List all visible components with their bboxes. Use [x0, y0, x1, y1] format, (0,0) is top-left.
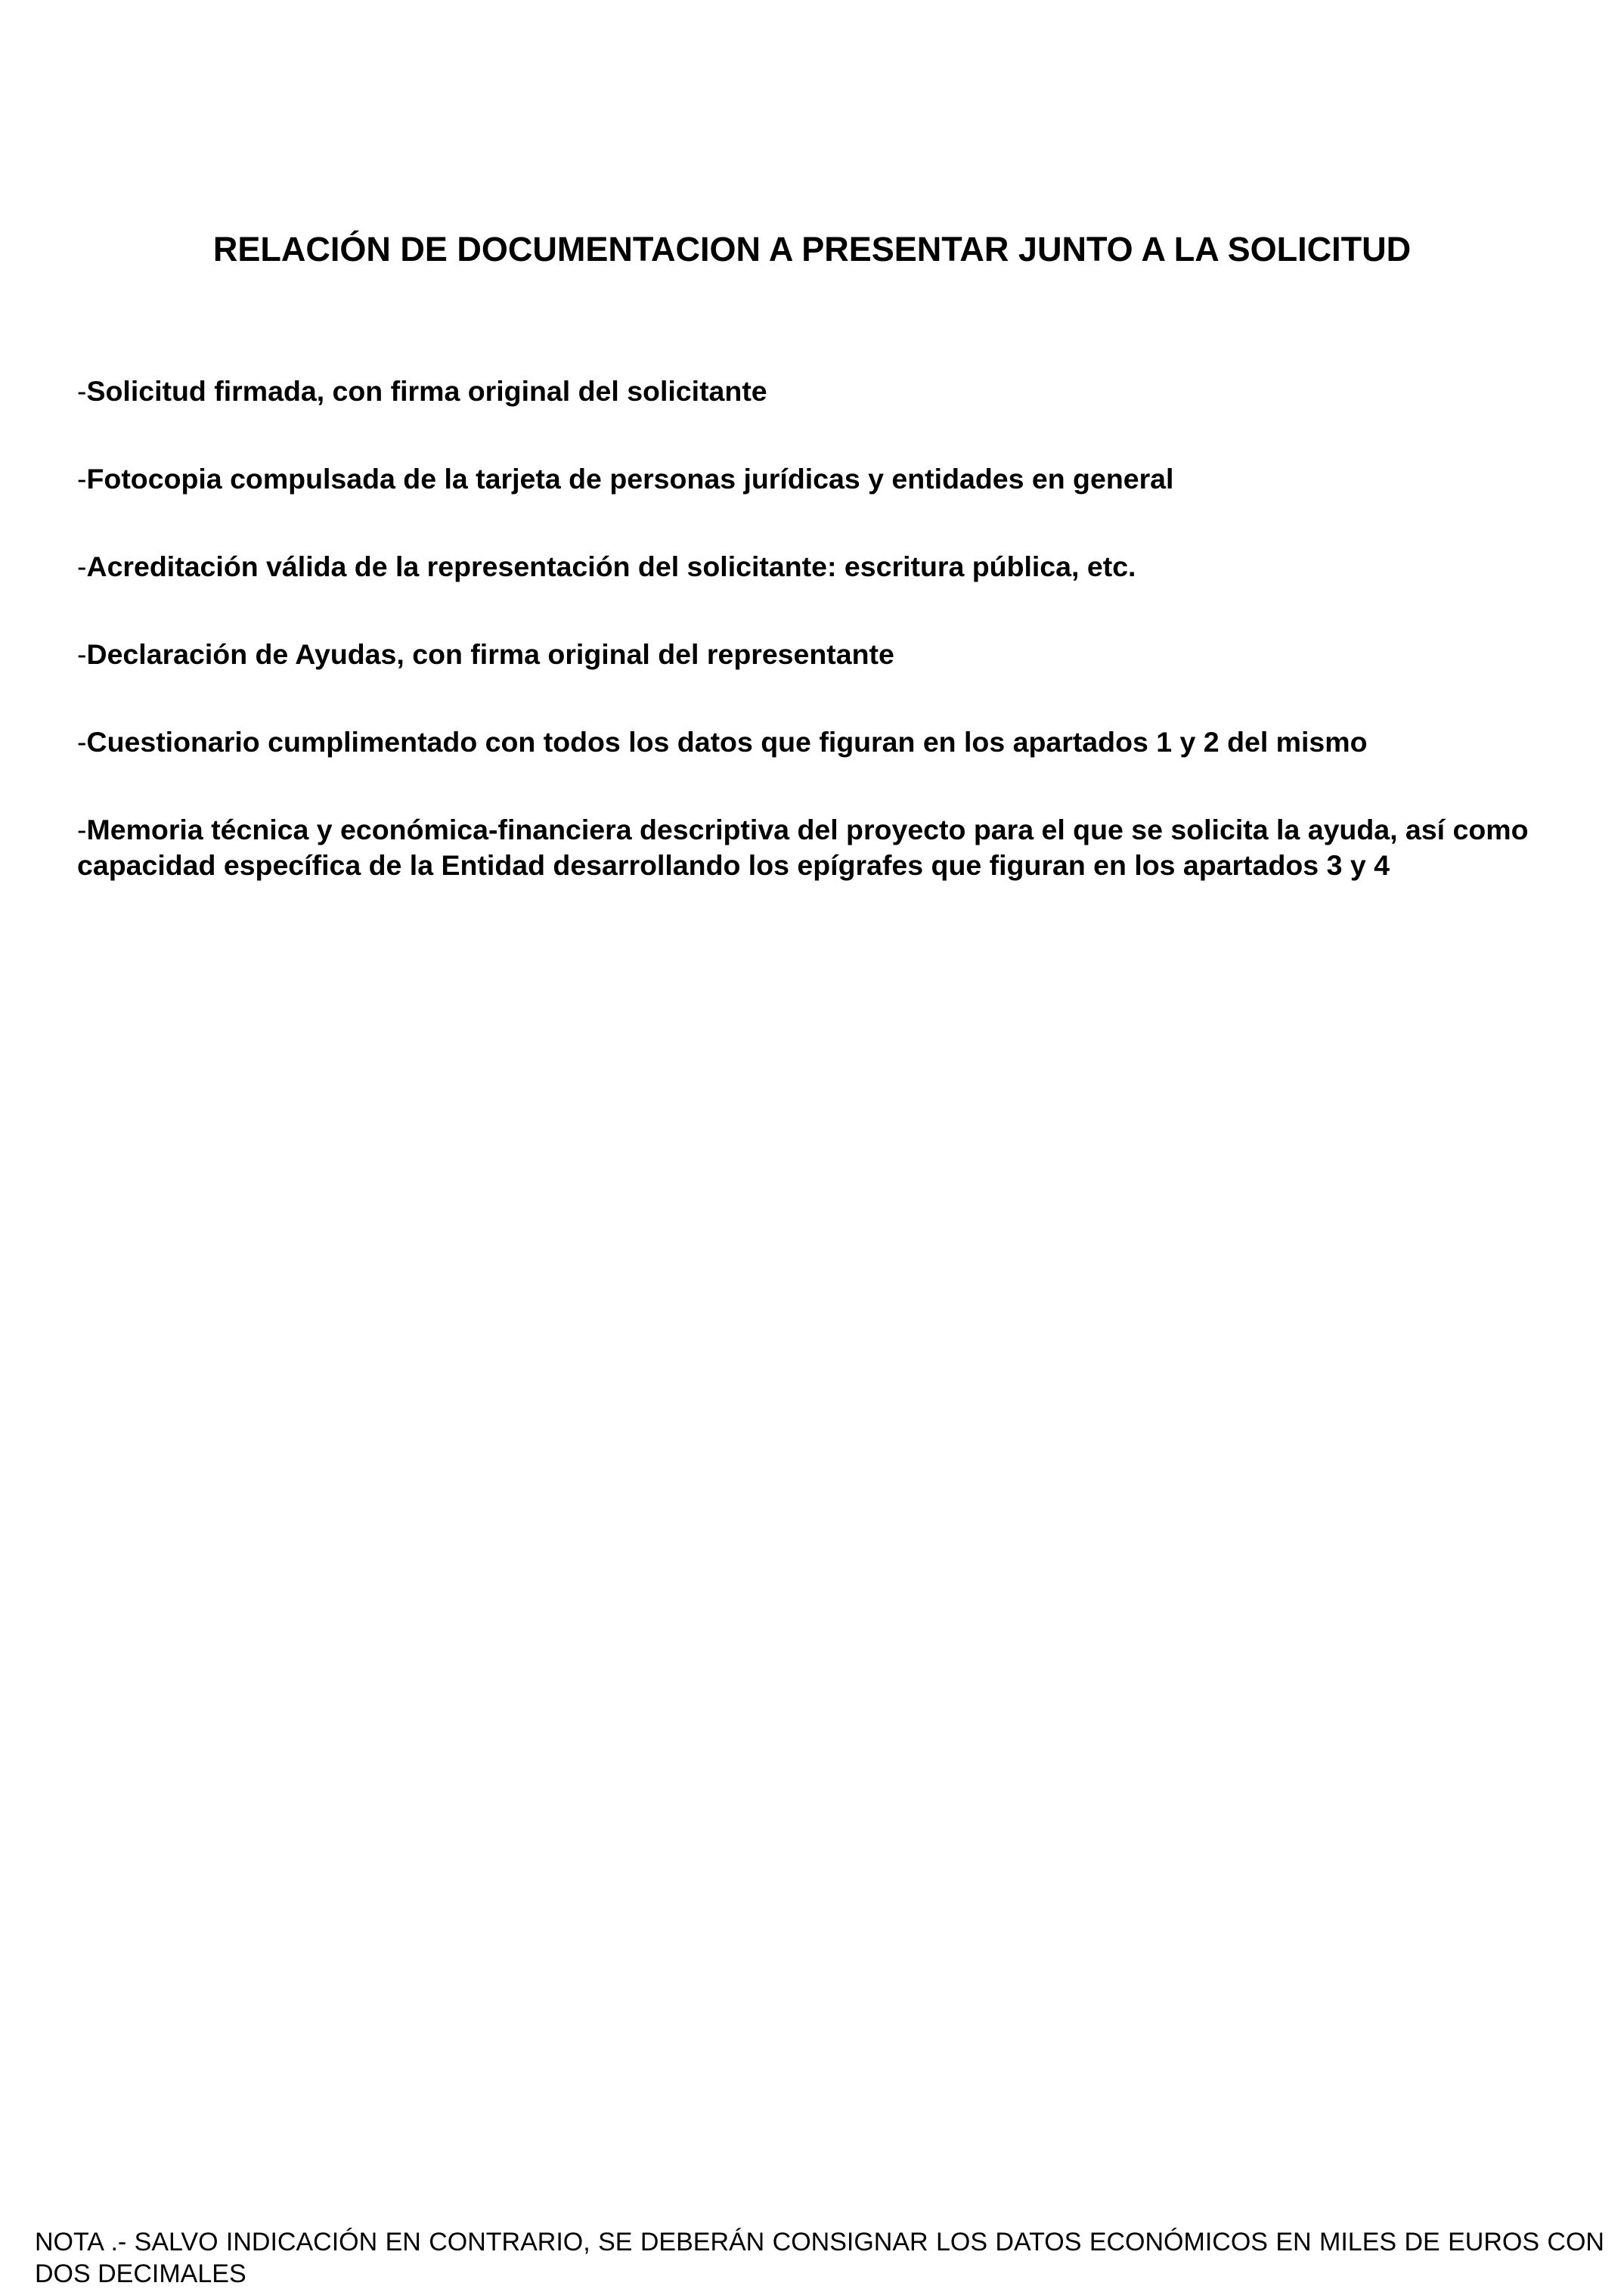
list-item-representation-proof: [77, 549, 1597, 585]
bullet-dash: -: [77, 551, 87, 582]
list-item-text: Solicitud firmada, con firma original del solicitante: [86, 375, 767, 407]
bullet-dash: -: [77, 463, 87, 495]
bullet-dash: -: [77, 638, 87, 670]
list-item-technical-report: [77, 812, 1597, 883]
list-item-legal-entity-card: [77, 461, 1597, 497]
footer-note: NOTA .- SALVO INDICACIÓN EN CONTRARIO, SE DEBERÁN CONSIGNAR LOS DATOS ECONÓMICOS EN MILES DE EUROS CON DOS DECIMALES: [35, 2228, 1604, 2288]
list-item-text: Memoria técnica y económica-financiera descriptiva del proyecto para el que se solicita la ayuda, así como capacidad específica de la Entidad desarrollando los epígrafes que figuran en los apartados 3 y 4: [77, 814, 1529, 881]
list-item-questionnaire: [77, 724, 1597, 760]
bullet-dash: -: [77, 814, 87, 845]
list-item-text: Fotocopia compulsada de la tarjeta de personas jurídicas y entidades en general: [86, 463, 1174, 495]
list-item-aid-declaration: [77, 637, 1597, 672]
list-item-signed-application: [77, 374, 1597, 409]
bullet-dash: -: [77, 726, 87, 758]
bullet-dash: -: [77, 375, 87, 407]
list-item-text: Declaración de Ayudas, con firma original del representante: [86, 638, 894, 670]
page-title: RELACIÓN DE DOCUMENTACION A PRESENTAR JUNTO A LA SOLICITUD: [212, 230, 1412, 268]
list-item-text: Cuestionario cumplimentado con todos los datos que figuran en los apartados 1 y 2 del mismo: [86, 726, 1368, 758]
list-item-text: Acreditación válida de la representación del solicitante: escritura pública, etc.: [86, 551, 1136, 582]
